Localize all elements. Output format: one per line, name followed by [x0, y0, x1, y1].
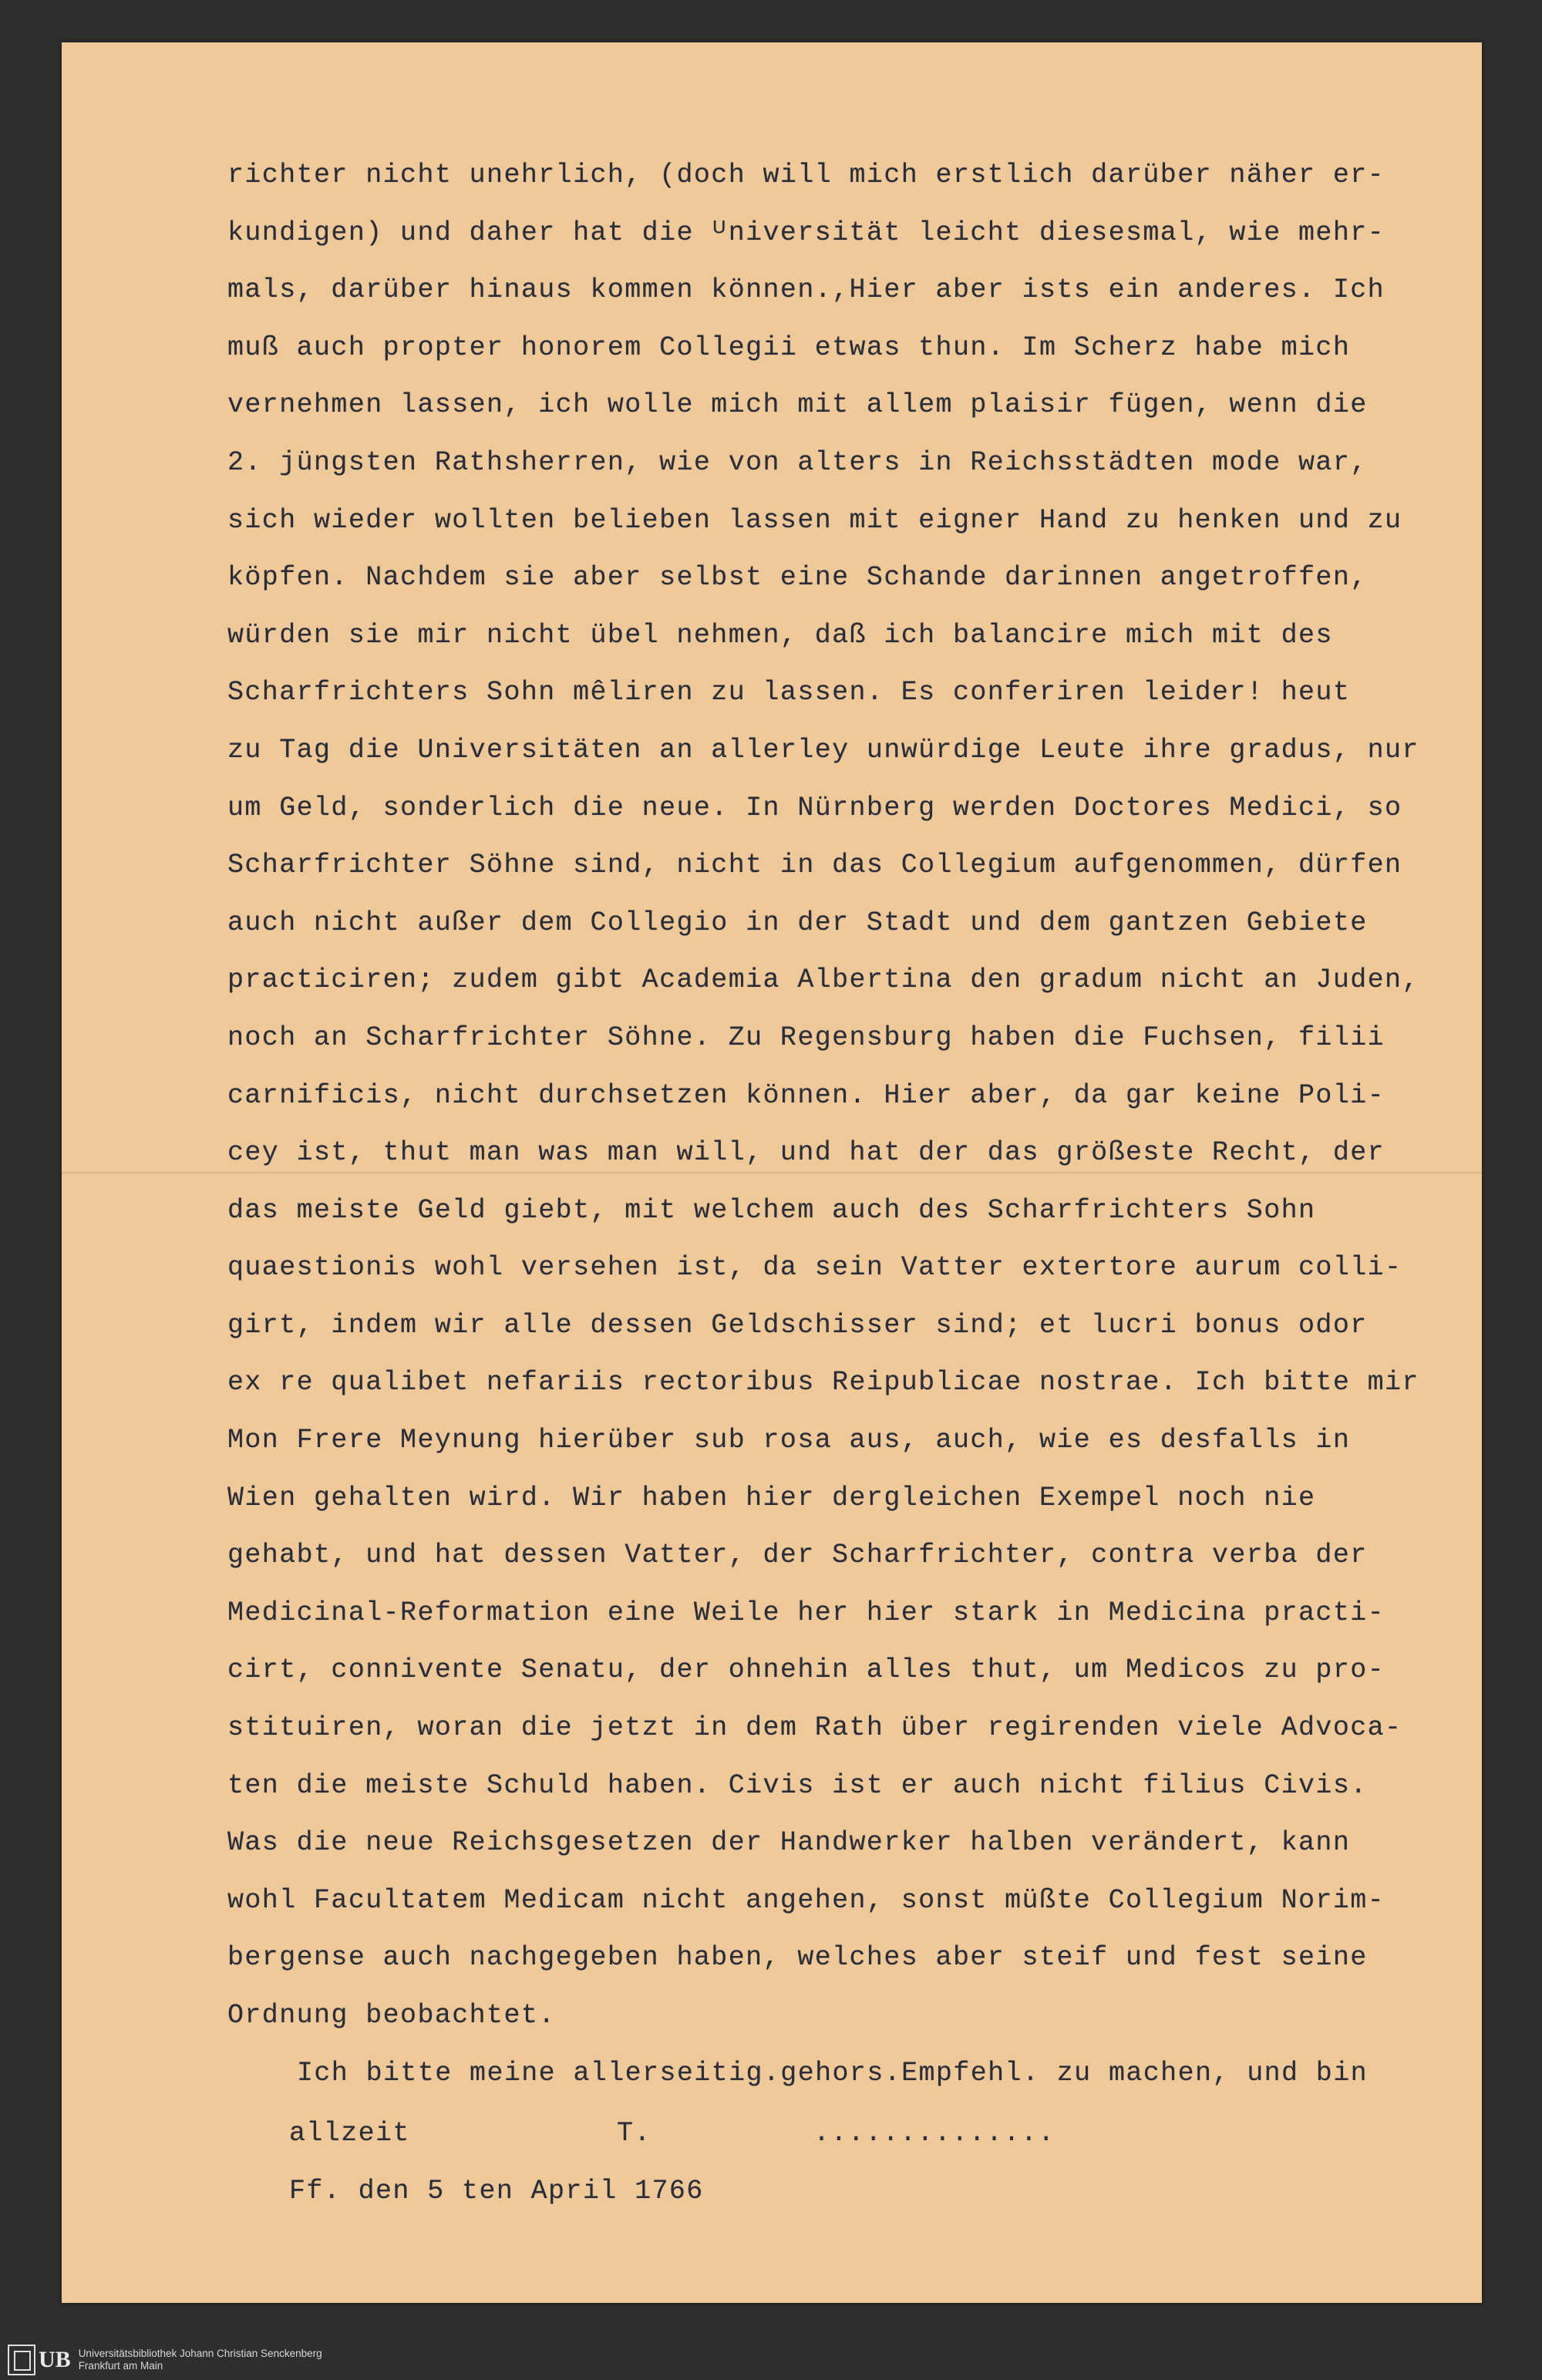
- text-line: vernehmen lassen, ich wolle mich mit allem plaisir fügen, wenn die: [227, 389, 1368, 421]
- text-line: stituiren, woran die jetzt in dem Rath über regirenden viele Advoca-: [227, 1712, 1402, 1744]
- text-line: Medicinal-Reformation eine Weile her hier stark in Medicina practi-: [227, 1597, 1385, 1628]
- text-line: Wien gehalten wird. Wir haben hier dergleichen Exempel noch nie: [227, 1482, 1316, 1513]
- text-line: carnificis, nicht durchsetzen können. Hier aber, da gar keine Poli-: [227, 1079, 1385, 1111]
- text-line: practiciren; zudem gibt Academia Albertina den gradum nicht an Juden,: [227, 964, 1419, 996]
- text-line: wohl Facultatem Medicam nicht angehen, sonst müßte Collegium Norim-: [227, 1884, 1385, 1916]
- text-line: richter nicht unehrlich, (doch will mich erstlich darüber näher er-: [227, 160, 1385, 190]
- closing-line: Ich bitte meine allerseitig.gehors.Empfehl. zu machen, und bin: [297, 2057, 1369, 2089]
- text-line: würden sie mir nicht übel nehmen, daß ich balancire mich mit des: [227, 619, 1333, 651]
- text-line: zu Tag die Universitäten an allerley unwürdige Leute ihre gradus, nur: [227, 734, 1419, 766]
- library-city: Frankfurt am Main: [78, 2360, 163, 2372]
- text-line: girt, indem wir alle dessen Geldschisser sind; et lucri bonus odor: [227, 1309, 1368, 1341]
- text-line: auch nicht außer dem Collegio in der Stadt und dem gantzen Gebiete: [227, 907, 1368, 938]
- letter-body: [227, 146, 1492, 2102]
- text-line: 2. jüngsten Rathsherren, wie von alters in Reichsstädten mode war,: [227, 446, 1368, 478]
- text-line: noch an Scharfrichter Söhne. Zu Regensburg haben die Fuchsen, filii: [227, 1022, 1385, 1053]
- library-name: Universitätsbibliothek Johann Christian Senckenberg: [78, 2348, 322, 2359]
- library-footer: [0, 2340, 1542, 2380]
- text-line: ex re qualibet nefariis rectoribus Reipublicae nostrae. Ich bitte mir: [227, 1367, 1419, 1399]
- signature-dots: ..............: [813, 2118, 1055, 2149]
- ub-logo-text: UB: [39, 2347, 71, 2372]
- text-line: das meiste Geld giebt, mit welchem auch des Scharfrichters Sohn: [227, 1194, 1316, 1226]
- signoff-word: allzeit: [289, 2118, 410, 2149]
- ub-logo-mark-icon: [8, 2345, 35, 2375]
- text-line: Mon Frere Meynung hierüber sub rosa aus, auch, wie es desfalls in: [227, 1425, 1351, 1456]
- text-line: Was die neue Reichsgesetzen der Handwerker halben verändert, kann: [227, 1827, 1351, 1859]
- text-line: um Geld, sonderlich die neue. In Nürnberg werden Doctores Medici, so: [227, 792, 1402, 823]
- text-line: cey ist, thut man was man will, und hat der das größeste Recht, der: [227, 1137, 1385, 1169]
- text-line: Scharfrichters Sohn mêliren zu lassen. Es conferiren leider! heut: [227, 677, 1351, 709]
- text-line: kundigen) und daher hat die ᵁniversität leicht diesesmal, wie mehr-: [227, 217, 1385, 248]
- text-line: mals, darüber hinaus kommen können.,Hier aber ists ein anderes. Ich: [227, 274, 1385, 306]
- text-line: bergense auch nachgegeben haben, welches aber steif und fest seine: [227, 1942, 1368, 1974]
- text-line: cirt, connivente Senatu, der ohnehin alles thut, um Medicos zu pro-: [227, 1655, 1385, 1686]
- text-line: gehabt, und hat dessen Vatter, der Scharfrichter, contra verba der: [227, 1540, 1368, 1571]
- text-line: Ordnung beobachtet.: [227, 2000, 556, 2031]
- text-line: muß auch propter honorem Collegii etwas thun. Im Scherz habe mich: [227, 332, 1351, 363]
- text-line: köpfen. Nachdem sie aber selbst eine Schande darinnen angetroffen,: [227, 562, 1368, 594]
- signoff-initial: T.: [617, 2118, 651, 2149]
- text-line: Scharfrichter Söhne sind, nicht in das Collegium aufgenommen, dürfen: [227, 850, 1402, 881]
- text-line: sich wieder wollten belieben lassen mit eigner Hand zu henken und zu: [227, 504, 1402, 536]
- ub-logo: [8, 2345, 71, 2375]
- text-line: quaestionis wohl versehen ist, da sein Vatter extertore aurum colli-: [227, 1252, 1402, 1284]
- text-line: ten die meiste Schuld haben. Civis ist er auch nicht filius Civis.: [227, 1769, 1368, 1801]
- library-credit: [79, 2348, 322, 2372]
- letter-date: Ff. den 5 ten April 1766: [289, 2176, 704, 2207]
